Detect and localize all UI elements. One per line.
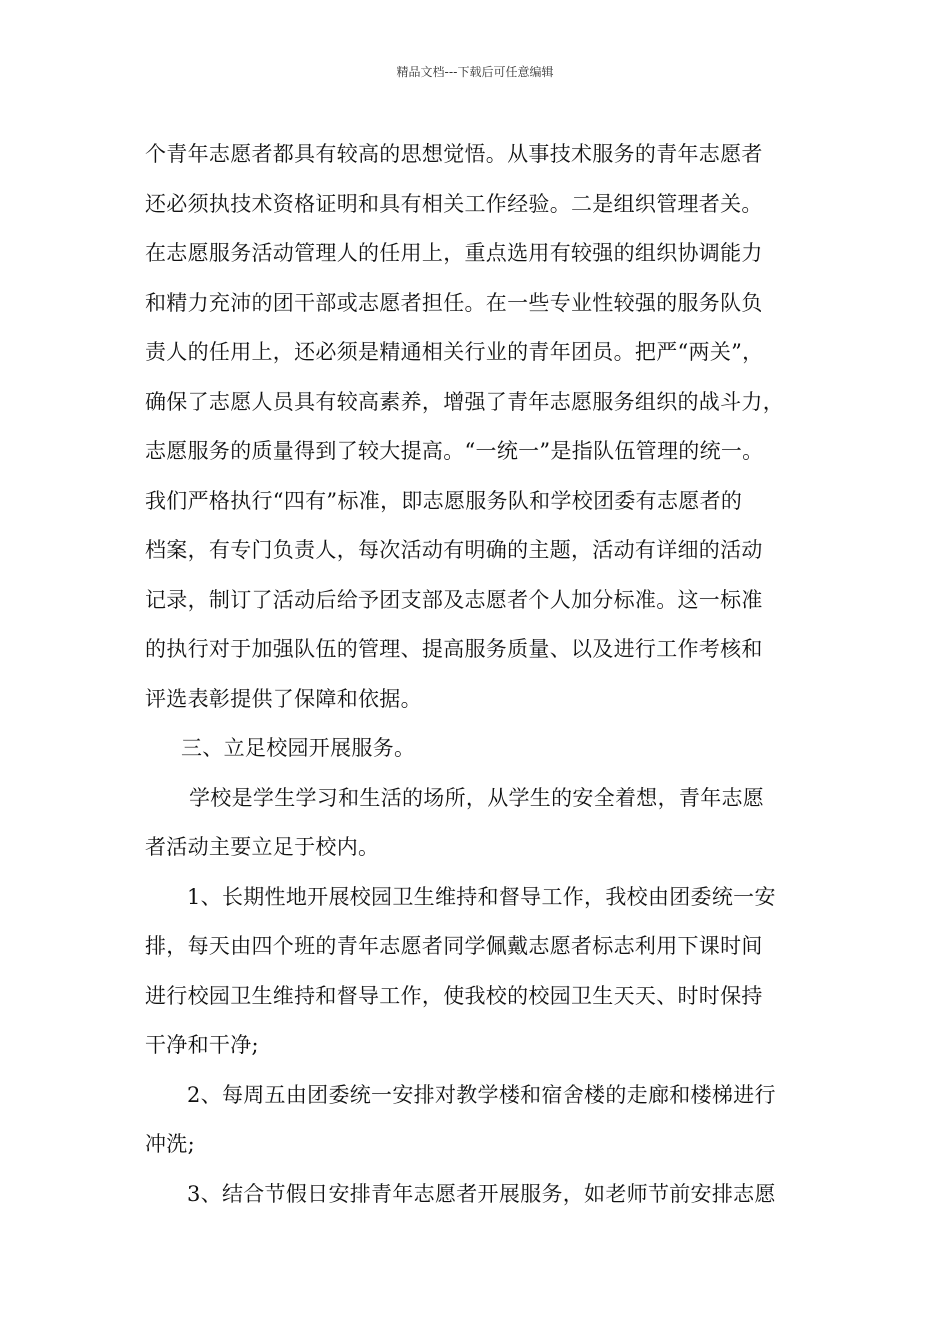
paragraph-line: 我们严格执行“四有”标准，即志愿服务队和学校团委有志愿者的 — [145, 488, 743, 513]
page-header: 精品文档---下载后可任意编辑 — [396, 65, 554, 79]
list-item-line: 干净和干净; — [145, 1033, 259, 1057]
paragraph-line: 责人的任用上，还必须是精通相关行业的青年团员。把严“两关”， — [145, 340, 764, 364]
paragraph-line: 确保了志愿人员具有较高素养，增强了青年志愿服务组织的战斗力， — [145, 389, 784, 414]
section-heading: 三、立足校园开展服务。 — [181, 736, 416, 760]
paragraph-line: 志愿服务的质量得到了较大提高。“一统一”是指队伍管理的统一。 — [145, 439, 764, 463]
document-body — [145, 130, 813, 1219]
list-item-line: 冲洗; — [145, 1132, 195, 1156]
paragraph-line: 的执行对于加强队伍的管理、提高服务质量、以及进行工作考核和 — [145, 637, 763, 661]
paragraph-line: 还必须执技术资格证明和具有相关工作经验。二是组织管理者关。 — [145, 191, 763, 216]
paragraph-line: 和精力充沛的团干部或志愿者担任。在一些专业性较强的服务队负 — [145, 290, 763, 315]
list-item-line: 排，每天由四个班的青年志愿者同学佩戴志愿者标志利用下课时间 — [145, 934, 763, 958]
paragraph-line: 个青年志愿者都具有较高的思想觉悟。从事技术服务的青年志愿者 — [145, 142, 763, 166]
paragraph-line: 档案，有专门负责人，每次活动有明确的主题，活动有详细的活动 — [145, 538, 763, 562]
paragraph-line: 记录，制订了活动后给予团支部及志愿者个人加分标准。这一标准 — [145, 587, 763, 612]
paragraph-line: 在志愿服务活动管理人的任用上，重点选用有较强的组织协调能力 — [145, 241, 763, 265]
paragraph-line: 学校是学生学习和生活的场所，从学生的安全着想，青年志愿 — [189, 785, 765, 810]
list-item-line: 进行校园卫生维持和督导工作，使我校的校园卫生天天、时时保持 — [145, 983, 763, 1008]
list-item-line: 1、长期性地开展校园卫生维持和督导工作，我校由团委统一安 — [187, 884, 776, 909]
list-item-line: 3、结合节假日安排青年志愿者开展服务，如老师节前安排志愿 — [187, 1181, 776, 1206]
paragraph-line: 评选表彰提供了保障和依据。 — [145, 686, 422, 711]
list-item-line: 2、每周五由团委统一安排对教学楼和宿舍楼的走廊和楼梯进行 — [187, 1082, 776, 1107]
paragraph-line: 者活动主要立足于校内。 — [145, 835, 380, 859]
